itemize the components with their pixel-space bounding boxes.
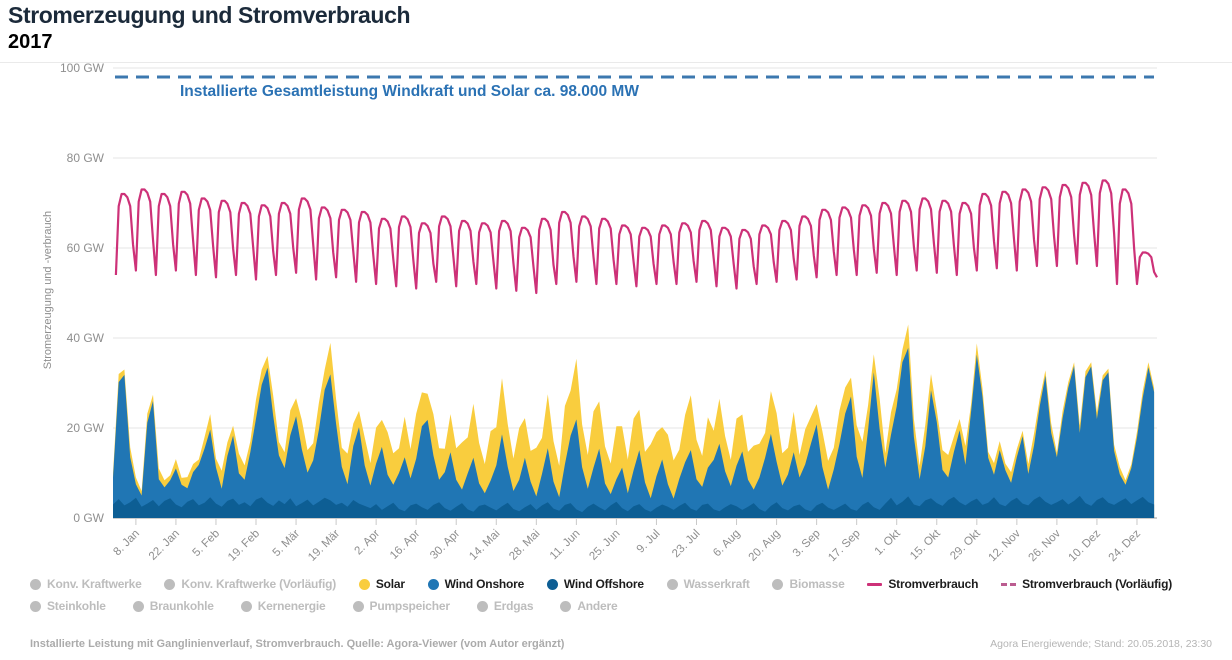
legend-label: Konv. Kraftwerke xyxy=(47,577,142,591)
legend-item-pumpspeicher[interactable] xyxy=(353,599,450,613)
legend-item-stromverbrauch-vorl-ufig[interactable] xyxy=(1001,577,1172,591)
legend-label: Braunkohle xyxy=(149,599,214,613)
x-tick-label: 5. Feb xyxy=(190,527,223,560)
x-tick-label: 14. Mai xyxy=(467,527,503,563)
x-tick-label: 19. Mär xyxy=(306,527,343,564)
y-tick-label: 80 GW xyxy=(66,151,104,165)
legend-label: Konv. Kraftwerke (Vorläufig) xyxy=(181,577,337,591)
legend-item-wind-offshore[interactable] xyxy=(547,577,644,591)
page-title: Stromerzeugung und Stromverbrauch xyxy=(8,2,411,28)
legend-marker-line xyxy=(867,583,882,586)
legend-item-kernenergie[interactable] xyxy=(241,599,326,613)
legend-label: Kernenergie xyxy=(257,599,326,613)
x-tick-label: 28. Mai xyxy=(507,527,543,563)
legend-label: Pumpspeicher xyxy=(369,599,450,613)
legend xyxy=(30,577,1172,613)
x-tick-label: 15. Okt xyxy=(908,527,943,563)
x-tick-label: 9. Jul xyxy=(634,527,663,556)
legend-item-braunkohle[interactable] xyxy=(133,599,214,613)
legend-label: Erdgas xyxy=(493,599,534,613)
x-tick-label: 1. Okt xyxy=(872,527,903,558)
consumption-line xyxy=(116,181,1157,294)
legend-item-wasserkraft[interactable] xyxy=(667,577,750,591)
y-tick-label: 60 GW xyxy=(66,241,104,255)
legend-item-erdgas[interactable] xyxy=(477,599,533,613)
legend-item-andere[interactable] xyxy=(560,599,617,613)
installed-capacity-annotation: Installierte Gesamtleistung Windkraft und Solar ca. 98.000 MW xyxy=(180,83,639,100)
x-tick-label: 26. Nov xyxy=(1026,527,1064,565)
legend-item-konv-kraftwerke[interactable] xyxy=(30,577,142,591)
legend-label: Steinkohle xyxy=(47,599,106,613)
legend-marker-circle xyxy=(428,579,439,590)
attribution-timestamp: Agora Energiewende; Stand: 20.05.2018, 23:30 xyxy=(990,638,1212,650)
footer xyxy=(30,638,1212,650)
legend-marker-circle xyxy=(30,579,41,590)
legend-row-1 xyxy=(30,577,1172,591)
x-tick-label: 11. Jun xyxy=(547,527,583,563)
legend-label: Wasserkraft xyxy=(683,577,750,591)
x-tick-label: 5. Mär xyxy=(270,527,303,560)
legend-item-konv-kraftwerke-vorl-ufig[interactable] xyxy=(164,577,336,591)
legend-marker-circle xyxy=(667,579,678,590)
legend-item-stromverbrauch[interactable] xyxy=(867,577,978,591)
y-tick-label: 0 GW xyxy=(73,511,104,525)
x-tick-label: 23. Jul xyxy=(670,527,703,561)
x-tick-label: 19. Feb xyxy=(226,527,263,564)
legend-marker-circle xyxy=(772,579,783,590)
x-tick-label: 3. Sep xyxy=(790,527,823,560)
legend-label: Andere xyxy=(577,599,618,613)
legend-marker-circle xyxy=(241,601,252,612)
legend-label: Solar xyxy=(375,577,405,591)
x-tick-label: 6. Aug xyxy=(711,527,743,560)
legend-marker-circle xyxy=(359,579,370,590)
legend-item-wind-onshore[interactable] xyxy=(428,577,525,591)
x-tick-label: 20. Aug xyxy=(746,527,783,564)
y-axis-title: Stromerzeugung und -verbrauch xyxy=(42,210,54,370)
x-tick-label: 29. Okt xyxy=(948,527,983,563)
x-tick-label: 16. Apr xyxy=(388,527,423,562)
legend-marker-circle xyxy=(30,601,41,612)
legend-label: Stromverbrauch (Vorläufig) xyxy=(1022,577,1172,591)
legend-marker-circle xyxy=(560,601,571,612)
legend-item-biomasse[interactable] xyxy=(772,577,844,591)
legend-marker-circle xyxy=(133,601,144,612)
legend-label: Wind Offshore xyxy=(563,577,644,591)
x-tick-label: 24. Dez xyxy=(1106,527,1144,565)
y-tick-label: 20 GW xyxy=(66,421,104,435)
x-tick-label: 30. Apr xyxy=(428,527,463,562)
legend-item-steinkohle[interactable] xyxy=(30,599,106,613)
legend-marker-circle xyxy=(353,601,364,612)
legend-marker-circle xyxy=(477,601,488,612)
x-tick-label: 25. Jun xyxy=(587,527,623,563)
x-tick-label: 8. Jan xyxy=(111,527,143,559)
x-tick-label: 2. Apr xyxy=(352,527,383,558)
source-note: Installierte Leistung mit Ganglinienverlauf, Stromverbrauch. Quelle: Agora-Viewer (vom Autor ergänzt) xyxy=(30,638,565,650)
legend-label: Wind Onshore xyxy=(444,577,525,591)
legend-marker-dashes xyxy=(1001,583,1016,586)
chart-year: 2017 xyxy=(8,31,53,53)
legend-row-2 xyxy=(30,599,1172,613)
x-tick-label: 22. Jan xyxy=(146,527,183,563)
y-tick-label: 40 GW xyxy=(66,331,104,345)
legend-label: Stromverbrauch xyxy=(888,577,979,591)
x-tick-label: 10. Dez xyxy=(1066,527,1104,565)
legend-item-solar[interactable] xyxy=(359,577,405,591)
x-tick-label: 17. Sep xyxy=(826,527,863,565)
legend-label: Biomasse xyxy=(789,577,845,591)
legend-marker-circle xyxy=(164,579,175,590)
x-tick-label: 12. Nov xyxy=(986,527,1023,565)
y-tick-label: 100 GW xyxy=(59,61,104,75)
legend-marker-circle xyxy=(547,579,558,590)
